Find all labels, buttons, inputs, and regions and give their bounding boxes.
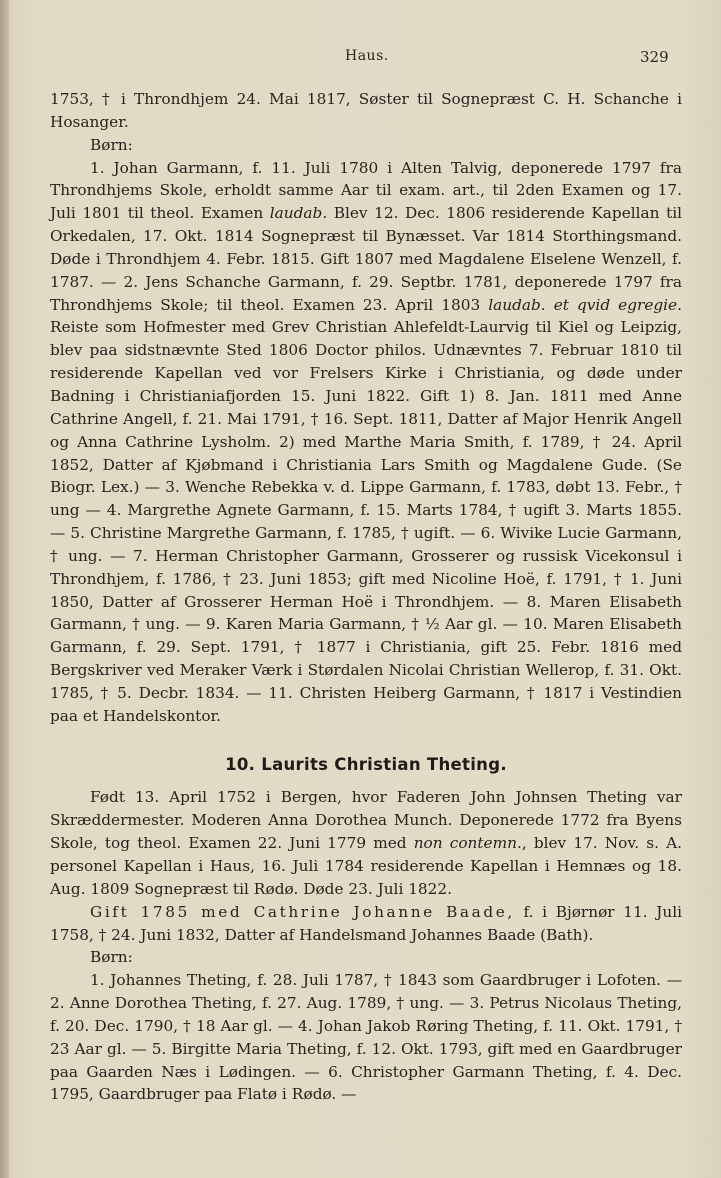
entry9-laudab-1: laudab. bbox=[269, 204, 328, 223]
entry10-marriage bbox=[50, 901, 682, 947]
entry10-spouse: 1785 med Cathrine Johanne Baade, bbox=[129, 902, 515, 921]
entry10-non-contemn: non contemn. bbox=[413, 834, 522, 853]
entry9-children-label: Børn: bbox=[90, 135, 133, 154]
entry10-gift-label: Gift bbox=[90, 902, 130, 921]
entry9-children-text bbox=[50, 157, 682, 728]
entry10-bio-part1: Født 13. April 1752 i Bergen, hvor Faderen John Johnsen Theting var Skræddermester. Moderen Anna Dorothea Munch. Deponerede 1772 fra Byens Skole, tog theol. Examen 22. Juni 1779 med bbox=[50, 788, 682, 853]
entry9-text-part1: 1. Johan Garmann, f. 11. Juli 1780 i Alten Talvig, deponerede 1797 fra Throndhjems Skole, erholdt samme Aar til exam. art., til 2den Examen og 17. Juli 1801 til theol. Examen bbox=[50, 158, 682, 223]
running-header bbox=[0, 48, 721, 70]
page-number: 329 bbox=[640, 48, 669, 66]
page-spine-shadow bbox=[0, 0, 9, 1178]
entry9-text-part3: Reiste som Hofmester med Grev Christian Ahlefeldt-Laurvig til Kiel og Leipzig, blev paa sidstnævnte Sted 1806 Doctor philos. Udnævntes 7. Februar 1810 til residerende Kapellan ved vor Frelsers Kirke i Christiania, og døde under Badning i Christianiafjorden 15. Juni 1822. Gift 1) 8. Jan. 1811 med Anne Cathrine Angell, f. 21. Mai 1791, † 16. Sept. 1811, Datter af Major Henrik Angell og Anna Cathrine Lysholm. 2) med Marthe Maria Smith, f. 1789, † 24. April 1852, Datter af Kjøbmand i Christiania Lars Smith og Magdalene Gude. (Se Biogr. Lex.) — 3. Wenche Rebekka v. d. Lippe Garmann, f. 1783, døbt 13. Febr., † ung — 4. Margrethe Agnete Garmann, f. 15. Marts 1784, † ugift 3. Marts 1855. — 5. Christine Margrethe Garmann, f. 1785, † ugift. — 6. Wivike Lucie Garmann, † ung. — 7. Herman Christopher Garmann, Grosserer og russisk Vicekonsul i Throndhjem, f. 1786, † 23. Juni 1853; gift med Nicoline Hoë, f. 1791, † 1. Juni 1850, Datter af Grosserer Herman Hoë i Throndhjem. — 8. Maren Elisabeth Garmann, † ung. — 9. Karen Maria Garmann, † ½ Aar gl. — 10. Maren Elisabeth Garmann, f. 29. Sept. 1791, † 1877 i Christiania, gift 25. Febr. 1816 med Bergskriver ved Meraker Værk i Størdalen Nicolai Christian Wellerop, f. 31. Okt. 1785, † 5. Decbr. 1834. — 11. Christen Heiberg Garmann, † 1817 i Vestindien paa et Handelskontor. bbox=[50, 318, 682, 725]
entry10-spouse-details: f. i Bjørnør 11. Juli 1758, † 24. Juni 1832, Datter af Handelsmand Johannes Baade (Bath). bbox=[50, 902, 682, 944]
entry10-heading: 10. Laurits Christian Theting. bbox=[225, 754, 507, 774]
entry10-children-label: Børn: bbox=[90, 948, 133, 967]
entry10-bio-part2: , blev 17. Nov. s. A. personel Kapellan i Haus, 16. Juli 1784 residerende Kapellan i Hemnæs og 18. Aug. 1809 Sognepræst til Rødø. Døde 23. Juli 1822. bbox=[50, 834, 682, 898]
entry9-laudab-2: laudab. et qvid egregie. bbox=[488, 295, 682, 314]
body-text bbox=[50, 88, 682, 1106]
entry10-children-text: 1. Johannes Theting, f. 28. Juli 1787, † 1843 som Gaardbruger i Lofoten. — 2. Anne Dorothea Theting, f. 27. Aug. 1789, † ung. — 3. Petrus Nicolaus Theting, f. 20. Dec. 1790, † 18 Aar gl. — 4. Johan Jakob Røring Theting, f. 11. Okt. 1791, † 23 Aar gl. — 5. Birgitte Maria Theting, f. 12. Okt. 1793, gift med en Gaardbruger paa Gaarden Næs i Lødingen. — 6. Christopher Garmann Theting, f. 4. Dec. 1795, Gaardbruger paa Flatø i Rødø. — bbox=[50, 971, 682, 1104]
entry9-intro: 1753, † i Throndhjem 24. Mai 1817, Søster til Sognepræst C. H. Schanche i Hosanger. bbox=[50, 90, 682, 131]
running-title: Haus. bbox=[345, 48, 389, 64]
entry9-text-part2: Blev 12. Dec. 1806 residerende Kapellan til Orkedalen, 17. Okt. 1814 Sognepræst til Bynæsset. Var 1814 Storthingsmand. Døde i Throndhjem 4. Febr. 1815. Gift 1807 med Magdalene Elselene Wenzell, f. 1787. — 2. Jens Schanche Garmann, f. 29. Septbr. 1781, deponerede 1797 fra Throndhjems Skole; til theol. Examen 23. April 1803 bbox=[50, 204, 682, 314]
entry10-bio bbox=[50, 786, 682, 900]
